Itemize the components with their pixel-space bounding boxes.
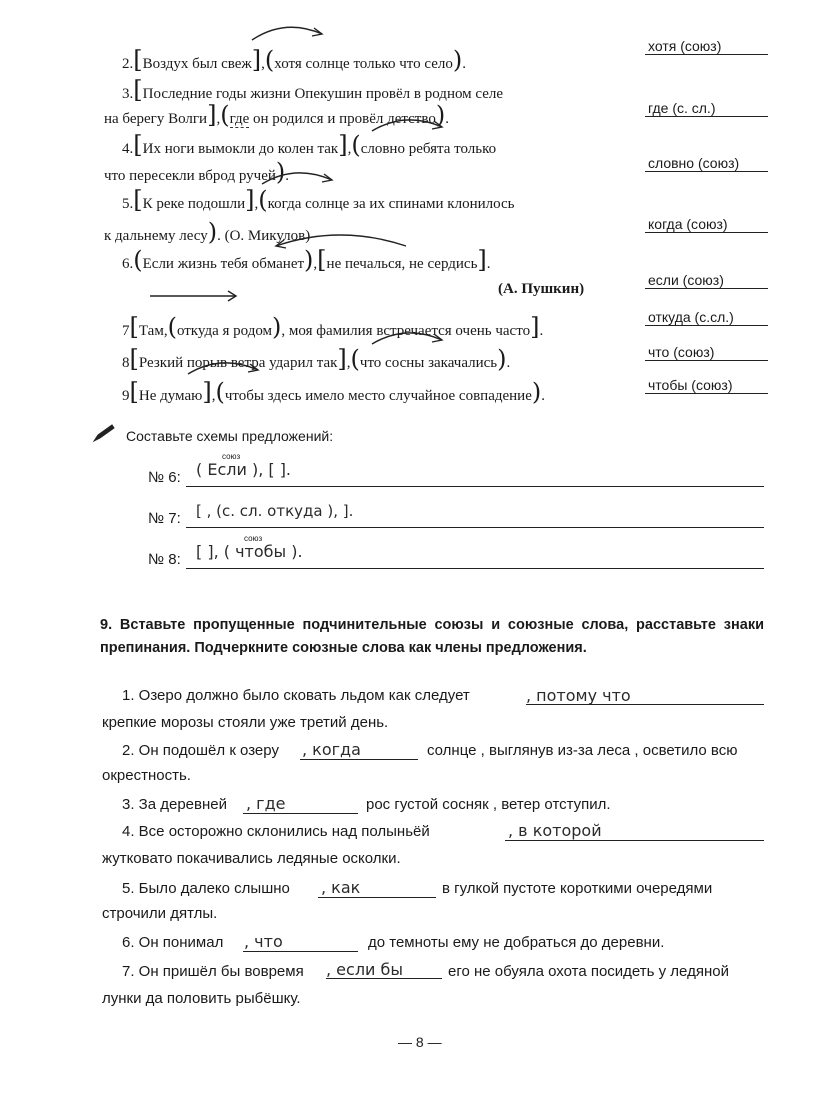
scheme-8-label: № 8: xyxy=(148,551,181,568)
sentence-4-line2: что пересекли вброд ручей). xyxy=(104,158,290,186)
arc-arrow-icon xyxy=(370,328,450,348)
author-pushkin: (А. Пушкин) xyxy=(498,281,585,297)
task9-item5-fill[interactable]: , как xyxy=(321,878,361,897)
task9-item4-b: жутковато покачивались ледяные осколки. xyxy=(102,850,401,867)
task9-item4-fill[interactable]: , в которой xyxy=(508,821,602,840)
answer-8: что (союз) xyxy=(645,344,768,361)
sentence-5-line2: к дальнему лесу). (О. Микулов) xyxy=(104,218,311,246)
schemes-title: Составьте схемы предложений: xyxy=(126,428,334,444)
task9-item6-fill[interactable]: , что xyxy=(244,932,283,951)
arc-arrow-icon xyxy=(260,168,340,188)
answer-2: хотя (союз) xyxy=(645,38,768,55)
task9-item2-fill[interactable]: , когда xyxy=(302,740,361,759)
answer-6: если (союз) xyxy=(645,272,768,289)
scheme-7-line xyxy=(186,527,764,528)
scheme-8-value[interactable]: [ ], ( чтобы ). xyxy=(196,542,303,561)
task9-item1-fill[interactable]: , потому что xyxy=(526,686,631,705)
sentence-3-line1: 3.[Последние годы жизни Опекушин провёл в родном селе xyxy=(122,76,504,104)
scheme-8-sup: союз xyxy=(244,534,263,543)
answer-5: когда (союз) xyxy=(645,216,768,233)
task9-item7-a: 7. Он пришёл бы вовремя xyxy=(122,963,304,980)
task9-item1-a: 1. Озеро должно было сковать льдом как следует xyxy=(122,687,470,704)
arrow-right-icon xyxy=(148,288,248,308)
answer-7: откуда (с.сл.) xyxy=(645,309,768,326)
scheme-6-label: № 6: xyxy=(148,469,181,486)
pencil-icon xyxy=(92,423,116,443)
scheme-7-label: № 7: xyxy=(148,510,181,527)
task9-item5-c: строчили дятлы. xyxy=(102,905,218,922)
task9-item3-fill[interactable]: , где xyxy=(246,794,286,813)
page-number: — 8 — xyxy=(398,1034,442,1050)
task9-item6-b: до темноты ему не добраться до деревни. xyxy=(368,934,665,951)
task9-item6-blank xyxy=(243,951,358,952)
task9-item2-c: окрестность. xyxy=(102,767,191,784)
task9-item3-blank xyxy=(243,813,358,814)
sentence-5-line1: 5.[К реке подошли],(когда солнце за их спинами клонилось xyxy=(122,186,515,214)
task9-item2-blank xyxy=(300,759,418,760)
task9-item5-a: 5. Было далеко слышно xyxy=(122,880,290,897)
task9-item4-a: 4. Все осторожно склонились над полыньёй xyxy=(122,823,430,840)
answer-3: где (с. сл.) xyxy=(645,100,768,117)
answer-4: словно (союз) xyxy=(645,155,768,172)
task-9-heading: 9. Вставьте пропущенные подчинительные союзы и союзные слова, расставьте знаки препинания. Подчеркните союзные слова как члены предложения. xyxy=(100,617,764,656)
task9-item4-blank xyxy=(505,840,764,841)
task9-item5-b: в гулкой пустоте короткими очередями xyxy=(442,880,713,897)
scheme-6-line xyxy=(186,486,764,487)
task9-item7-b: его не обуяла охота посидеть у ледяной xyxy=(448,963,729,980)
task9-item3-a: 3. За деревней xyxy=(122,796,227,813)
sentence-2-text: 2.[Воздух был свеж],(хотя солнце только что село). xyxy=(122,46,466,74)
scheme-7-value[interactable]: [ , (с. сл. откуда ), ]. xyxy=(196,502,354,520)
arc-arrow-icon xyxy=(250,22,330,42)
task9-item7-c: лунки да половить рыбёшку. xyxy=(102,990,301,1007)
arc-arrow-icon xyxy=(270,232,410,252)
scheme-6-sup: союз xyxy=(222,452,241,461)
task9-item3-b: рос густой сосняк , ветер отступил. xyxy=(366,796,611,813)
task9-item5-blank xyxy=(318,897,436,898)
sentence-4-line1: 4.[Их ноги вымокли до колен так],(словно ребята только xyxy=(122,131,497,159)
arc-arrow-icon xyxy=(186,358,266,378)
task9-item2-b: солнце , выглянув из-за леса , осветило всю xyxy=(427,742,738,759)
sentence-8-text: 8[Резкий порыв ветра ударил так],(что сосны закачались). xyxy=(122,345,511,373)
scheme-6-value[interactable]: ( Если ), [ ]. xyxy=(196,460,292,479)
answer-9: чтобы (союз) xyxy=(645,377,768,394)
task9-item1-b: крепкие морозы стояли уже третий день. xyxy=(102,714,389,731)
sentence-9-text: 9[Не думаю],(чтобы здесь имело место случайное совпадение). xyxy=(122,378,545,406)
task9-item2-a: 2. Он подошёл к озеру xyxy=(122,742,279,759)
task9-item7-fill[interactable]: , если бы xyxy=(326,960,404,979)
sentence-7-text: 7[Там,(откуда я родом), моя фамилия встречается очень часто]. xyxy=(122,313,544,341)
sentence-3-line2: на берегу Волги],(где он родился и провёл детство). xyxy=(104,101,449,129)
scheme-8-line xyxy=(186,568,764,569)
task9-item6-a: 6. Он понимал xyxy=(122,934,224,951)
arc-arrow-icon xyxy=(370,115,450,135)
sentence-6-text: 6.(Если жизнь тебя обманет),[не печалься, не сердись]. xyxy=(122,246,491,274)
